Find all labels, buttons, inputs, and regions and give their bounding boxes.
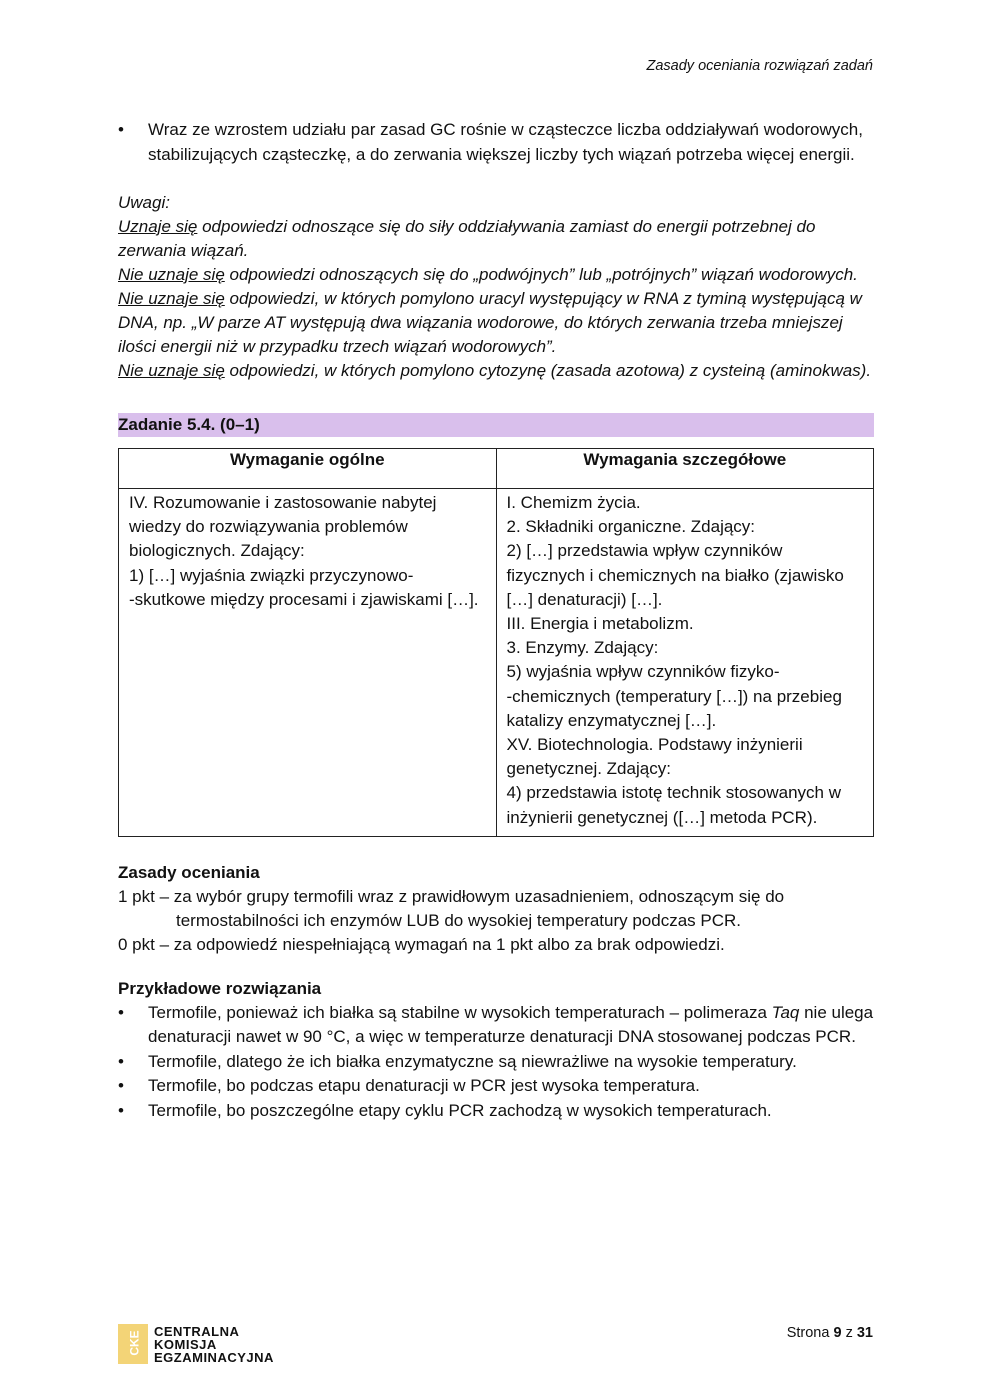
remark-1 xyxy=(118,215,874,263)
detailed-line: 4) przedstawia istotę technik stosowanych w inżynierii genetycznej ([…] metoda PCR). xyxy=(506,783,841,827)
logo-line-1: CENTRALNA xyxy=(154,1323,240,1339)
page-current: 9 xyxy=(833,1325,842,1341)
page-prefix: Strona xyxy=(786,1325,834,1341)
table-row xyxy=(119,489,874,837)
page-header: Zasady oceniania rozwiązań zadań xyxy=(646,58,873,74)
examples-title: Przykładowe rozwiązania xyxy=(118,978,322,998)
page-mid: z xyxy=(841,1325,857,1341)
remark-4 xyxy=(118,359,874,383)
remark-2-keyword: Nie uznaje się xyxy=(118,265,225,284)
task-heading: Zadanie 5.4. (0–1) xyxy=(118,413,874,437)
cke-logo-icon xyxy=(118,1324,148,1364)
col-header-detailed: Wymagania szczegółowe xyxy=(496,449,874,489)
logo-line-3: EGZAMINACYJNA xyxy=(154,1349,274,1365)
detailed-line: 2) […] przedstawia wpływ czynników fizycznych i chemicznych na białko (zjawisko […] denaturacji) […]. xyxy=(506,541,844,609)
scoring-rule-1-continued: termostabilności ich enzymów LUB do wysokiej temperatury podczas PCR. xyxy=(176,910,742,930)
cke-logo-mark: CKE xyxy=(127,1330,142,1356)
list-item: • Termofile, dlatego że ich białka enzymatyczne są niewrażliwe na wysokie temperatury. xyxy=(118,1050,874,1075)
remark-2-text: odpowiedzi odnoszących się do „podwójnych” lub „potrójnych” wiązań wodorowych. xyxy=(224,265,858,284)
list-item: • Wraz ze wzrostem udziału par zasad GC rośnie w cząsteczce liczba oddziaływań wodorowych, stabilizujących cząsteczkę, a do zerwania większej liczby tych wiązań potrzeba więcej energii. xyxy=(118,118,874,167)
detailed-line: -chemicznych (temperatury […]) na przebieg katalizy enzymatycznej […]. xyxy=(506,686,842,730)
page-total: 31 xyxy=(856,1325,873,1341)
remarks-title: Uwagi: xyxy=(118,193,170,212)
logo-line-2: KOMISJA xyxy=(154,1336,217,1352)
detailed-line: III. Energia i metabolizm. xyxy=(506,614,694,634)
general-requirement-cell xyxy=(119,489,497,837)
list-item xyxy=(118,1001,874,1050)
detailed-line: XV. Biotechnologia. Podstawy inżynierii genetycznej. Zdający: xyxy=(506,735,803,779)
scoring-rule-1: 1 pkt – za wybór grupy termofili wraz z prawidłowym uzasadnieniem, odnoszącym się do xyxy=(118,886,785,906)
top-bullet-list xyxy=(118,118,874,167)
detailed-line: I. Chemizm życia. xyxy=(506,493,641,512)
cke-logo-text xyxy=(154,1325,274,1364)
detailed-line: 3. Enzymy. Zdający: xyxy=(506,638,659,658)
scoring-rule-0: 0 pkt – za odpowiedź niespełniającą wymagań na 1 pkt albo za brak odpowiedzi. xyxy=(118,934,725,954)
remark-1-text: odpowiedzi odnoszące się do siły oddziaływania zamiast do energii potrzebnej do zerwania wiązań. xyxy=(118,217,816,260)
detailed-line: 5) wyjaśnia wpływ czynników fizyko- xyxy=(506,662,780,682)
example-1-italic: Taq xyxy=(771,1002,800,1022)
remark-3-text: odpowiedzi, w których pomylono uracyl występujący w RNA z tyminą występującą w DNA, np. „W parze AT występują dwa wiązania wodorowe, do których zerwania trzeba mniejszej ilości energii niż w przypadku trzech wiązań wodorowych”. xyxy=(118,289,862,356)
general-line: -skutkowe między procesami i zjawiskami […]. xyxy=(129,589,479,609)
list-item: • Termofile, bo podczas etapu denaturacji w PCR jest wysoka temperatura. xyxy=(118,1074,874,1099)
general-line: IV. Rozumowanie i zastosowanie nabytej wiedzy do rozwiązywania problemów biologicznych. Zdający: xyxy=(129,493,437,561)
remark-1-keyword: Uznaje się xyxy=(118,217,198,236)
remark-4-text: odpowiedzi, w których pomylono cytozynę (zasada azotowa) z cysteiną (aminokwas). xyxy=(224,361,872,380)
detailed-requirement-cell xyxy=(496,489,874,837)
col-header-general: Wymaganie ogólne xyxy=(119,449,497,489)
remark-2 xyxy=(118,263,874,287)
scoring-rules xyxy=(118,885,874,957)
remark-3-keyword: Nie uznaje się xyxy=(118,289,225,308)
detailed-line: 2. Składniki organiczne. Zdający: xyxy=(506,517,756,537)
scoring-title: Zasady oceniania xyxy=(118,862,260,882)
remark-3 xyxy=(118,287,874,359)
table-header-row xyxy=(119,449,874,489)
examples-list xyxy=(118,1001,874,1124)
list-item: • Termofile, bo poszczególne etapy cyklu PCR zachodzą w wysokich temperaturach. xyxy=(118,1099,874,1124)
remark-4-keyword: Nie uznaje się xyxy=(118,361,225,380)
general-line: 1) […] wyjaśnia związki przyczynowo- xyxy=(129,565,414,585)
remarks-section xyxy=(118,191,874,383)
main-content xyxy=(118,118,874,1123)
cke-logo xyxy=(118,1324,274,1364)
page-number xyxy=(787,1325,873,1341)
example-1-text-cont: nie ulega denaturacji nawet w 90 °C, a więc w temperaturze denaturacji DNA stosowanej podczas PCR. xyxy=(148,1002,874,1047)
requirements-table xyxy=(118,448,874,837)
example-1-text: Termofile, ponieważ ich białka są stabilne w wysokich temperaturach – polimeraza xyxy=(148,1002,772,1022)
